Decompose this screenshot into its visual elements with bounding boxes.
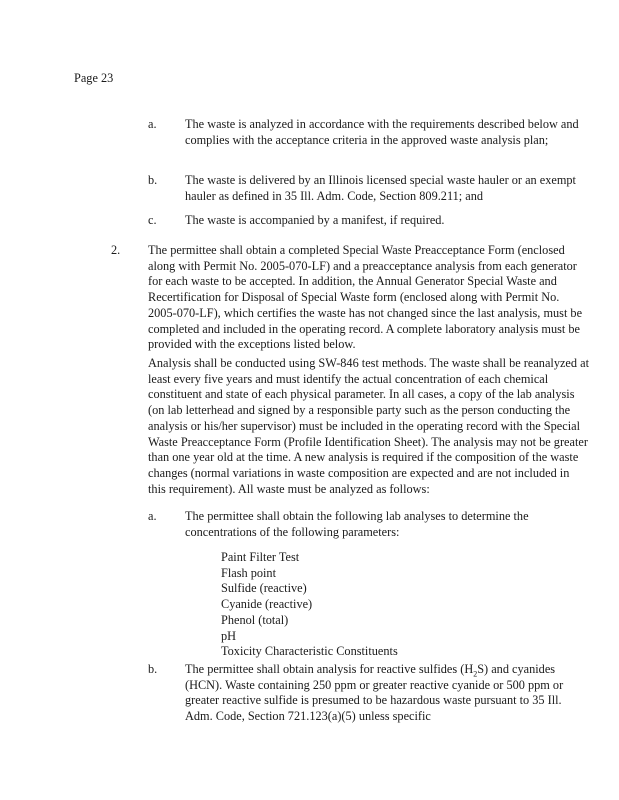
condition-2-number: 2.: [111, 243, 121, 257]
parameter-item: Toxicity Characteristic Constituents: [221, 644, 398, 659]
sub-a-text: The permittee shall obtain the following lab analyses to determine the concentrations of the following parameters:: [185, 509, 529, 539]
parameter-item: pH: [221, 628, 237, 643]
parameter-item: Cyanide (reactive): [221, 597, 313, 612]
parameter-list: [221, 550, 398, 660]
item-b-text: The waste is delivered by an Illinois licensed special waste hauler or an exempt hauler as defined in 35 Ill. Adm. Code, Section 809.211; and: [185, 173, 576, 203]
parameter-item: Phenol (total): [221, 612, 289, 627]
parameter-item: Flash point: [221, 565, 276, 580]
page-header: Page 23: [74, 71, 114, 85]
sub-b-marker: b.: [148, 662, 158, 676]
parameter-item: Sulfide (reactive): [221, 581, 307, 596]
item-b-marker: b.: [148, 173, 158, 187]
sub-b-text-end: S) and cyanides (HCN). Waste containing 250 ppm or greater reactive cyanide or 500 ppm or greater reactive sulfide is presumed to be hazardous waste pursuant to 35 Ill. Adm. Code, Section 721.123(a)(5) unless specific: [185, 662, 564, 724]
item-a-marker: a.: [148, 117, 157, 131]
sub-b-text-start: The permittee shall obtain analysis for reactive sulfides (H: [185, 662, 474, 676]
item-c-text: The waste is accompanied by a manifest, if required.: [185, 213, 445, 227]
parameter-item: Paint Filter Test: [221, 550, 300, 564]
condition-2-paragraph-2: Analysis shall be conducted using SW-846 test methods. The waste shall be reanalyzed at least every five years and must identify the actual concentration of each chemical constituent and state of each physical parameter. In all cases, a copy of the lab analysis (on lab letterhead and signed by a responsible party such as the person conducting the analysis or his/her supervisor) must be included in the operating record with the Special Waste Preacceptance Form (Profile Identification Sheet). The analysis may not be greater than one year old at the time. A new analysis is required if the composition of the waste changes (normal variations in waste composition are expected and are not included in this requirement). All waste must be analyzed as follows:: [148, 356, 589, 496]
sub-a-marker: a.: [148, 509, 157, 523]
item-c-marker: c.: [148, 213, 157, 227]
item-a-text: The waste is analyzed in accordance with the requirements described below and complies with the acceptance criteria in the approved waste analysis plan;: [185, 117, 579, 147]
sub-b-text: [185, 662, 590, 725]
h2s-subscript: 2: [473, 669, 478, 679]
condition-2-paragraph-1: The permittee shall obtain a completed Special Waste Preacceptance Form (enclosed along with Permit No. 2005-070-LF) and a preacceptance analysis from each generator for each waste to be accepted. In addition, the Annual Generator Special Waste and Recertification for Disposal of Special Waste form (enclosed along with Permit No. 2005-070-LF), which certifies the waste has not changed since the last analysis, must be completed and included in the operating record. A complete laboratory analysis must be provided with the exceptions listed below.: [148, 243, 583, 352]
